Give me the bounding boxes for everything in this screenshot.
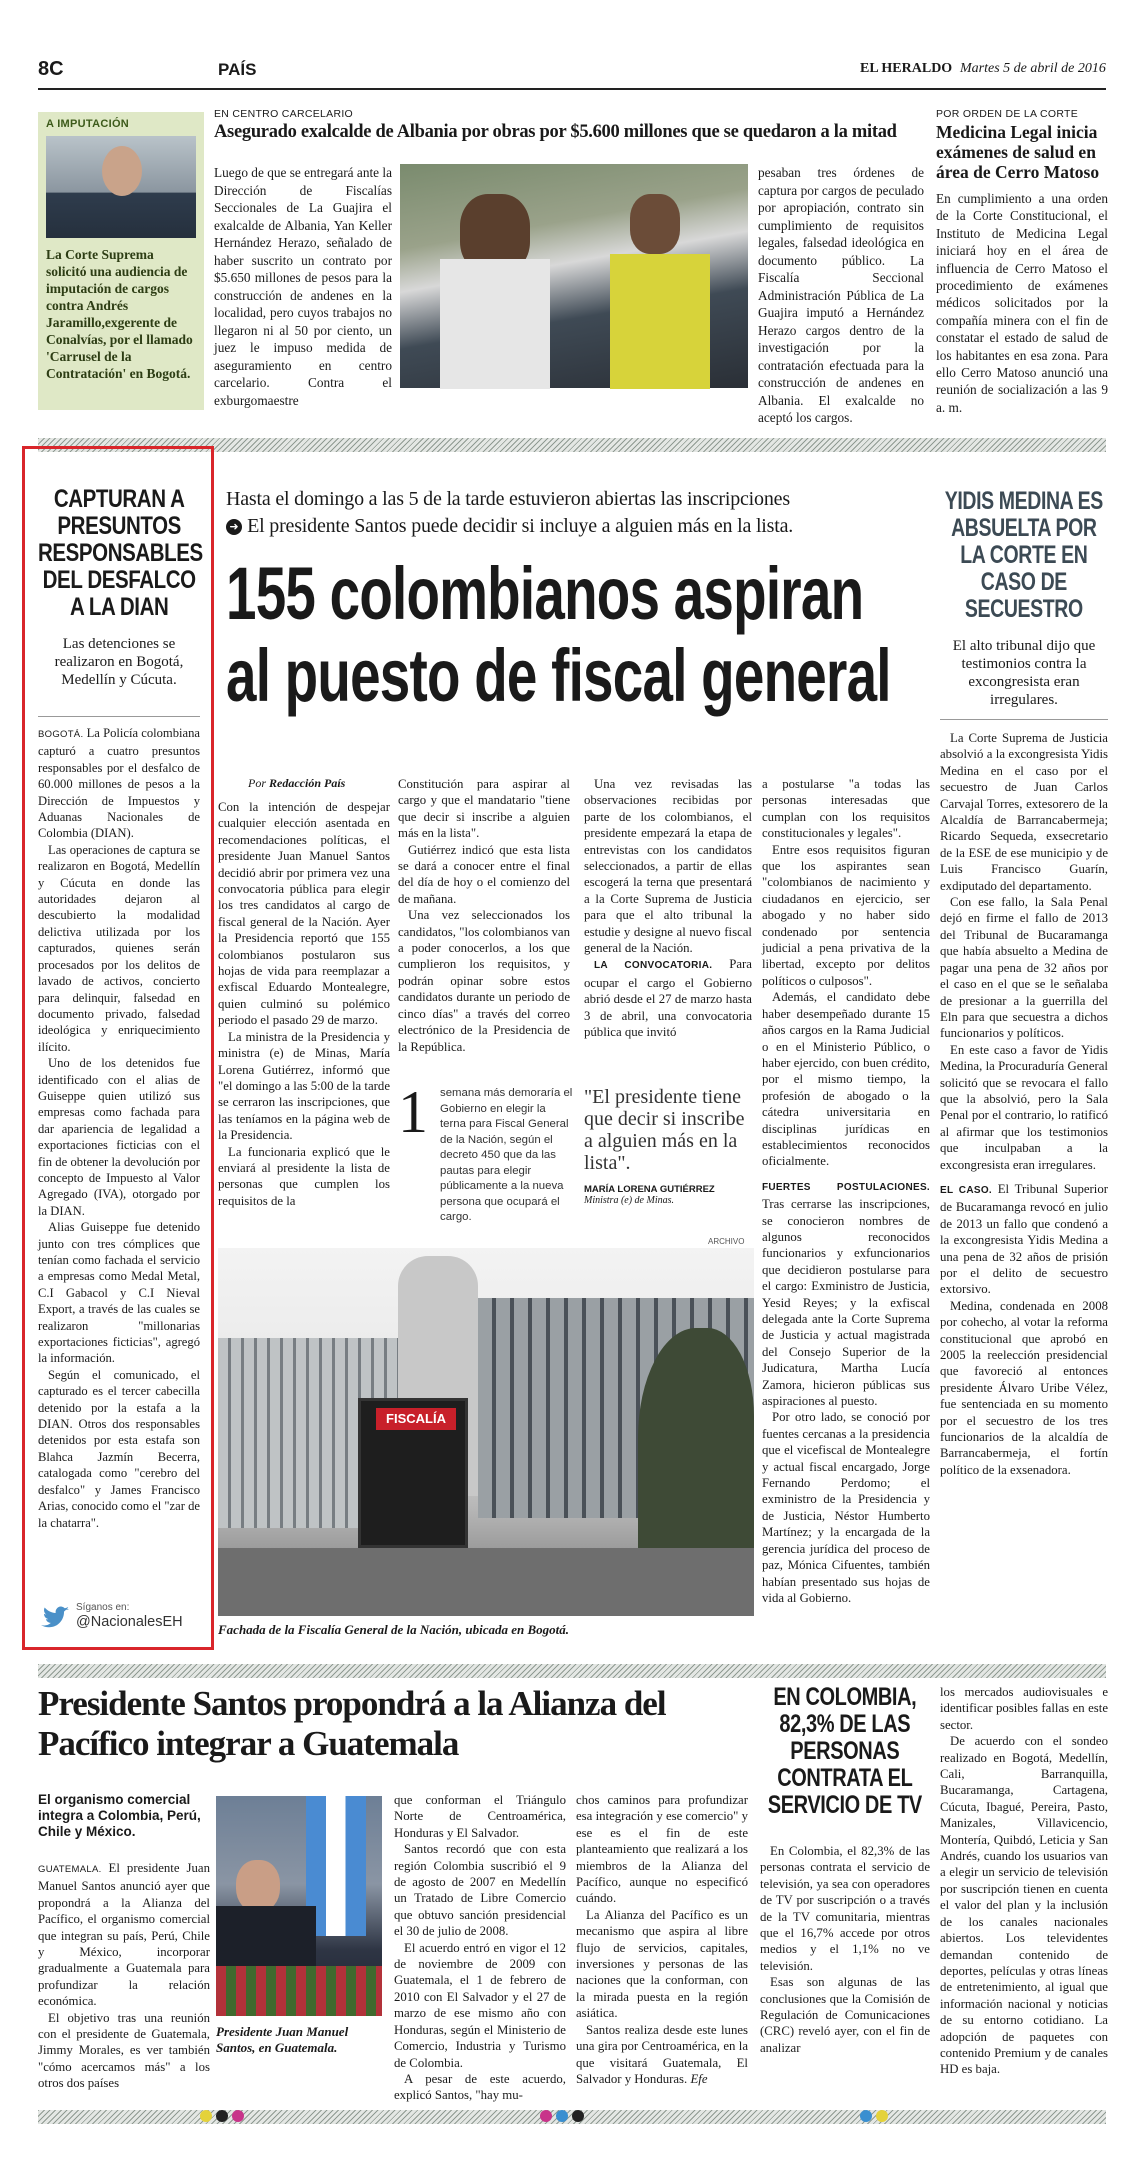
yidis-p1: La Corte Suprema de Justicia absolvió a la excongresista Yidis Medina en el caso por el secuestro de Juan Carlos Carvajal Torres, extesorero de la Alcaldía de Barrancabermeja; Ricardo Sequeda, exsecretario de la ESE de ese municipio y de Luis Francisco Guarín, exdiputado del departamento. [940,731,1108,893]
albania-photo [400,164,748,388]
fiscal-c3b: Para ocupar el cargo el Gobierno abrió desde el 27 de marzo hasta 3 de abril, una convocatoria pública que invitó [584,957,752,1040]
dian-p1: La Policía colombiana capturó a cuatro presuntos responsables por el desfalco de 60.000 millones de pesos a la Dirección de Impuestos y Aduanas Nacionales de Colombia (DIAN). [38,726,200,841]
quote-box [584,1086,754,1206]
fiscalia-sign: FISCALÍA [376,1408,456,1430]
section-name: PAÍS [218,60,257,79]
pacifico-c2c: El acuerdo entró en vigor el 12 de noviembre de 2009 con Guatemala, el 1 de febrero de 2010 con El Salvador y el 27 de marzo de ese mismo año con Honduras, según el Ministerio de Comercio, Industria y Turismo de Colombia. [394,1940,566,2070]
twitter-bird-icon [40,1606,70,1630]
factoid-number: 1 [398,1079,428,1145]
fiscalia-photo [218,1248,754,1616]
archive-credit: ARCHIVO [708,1237,745,1246]
dian-p5: Según el comunicado, el capturado es el tercer cabecilla detenido por la estafa a la DIAN. Otros dos responsables detenidos por esta estafa son Blahca Jazmín Becerra, catalogada como "cerebro del desfalco" y James Francisco Arias, conocido como el "zar de la chatarra". [38,1367,200,1530]
follow-label: Síganos en: [76,1602,130,1613]
fiscal-article [226,488,930,717]
pacifico-c3: chos caminos para profundizar esa integración y ese comercio" y ese es el fin de este planteamiento que realizará a los miembros de la Alianza del Pacífico, aunque no especificó cuándo. [576,1793,748,1906]
fiscal-c1c: La funcionaria explicó que le enviará al presidente la lista de personas que cumplen los requisitos de la [218,1144,390,1208]
fiscalia-caption: Fachada de la Fiscalía General de la Nación, ubicada en Bogotá. [218,1622,569,1637]
pacifico-p1: El presidente Juan Manuel Santos anunció ayer que propondrá a la Alianza del Pacífico, el organismo comercial que integran su país, Perú, Chile y México, incorporar gradualmente a Guatemala para profundizar la relación económica. [38,1861,210,2009]
fiscal-headline-1: 155 colombianos aspiran [226,552,864,635]
fiscal-c3: Una vez revisadas las observaciones recibidas por parte de los colombianos, el presidente empezará la etapa de entrevistas con los candidatos seleccionados, a partir de ellas escogerá la terna que presentará a la Corte Suprema de Justicia para que el alto tribunal la estudie y designe al nuevo fiscal general de la Nación. [584,777,752,956]
albania-col1: Luego de que se entregará ante la Dirección de Fiscalías Seccionales de La Guajira el exalcalde de Albania, Yan Keller Hernández Herazo, señalado de haber suscrito un contrato por $5.650 millones de pesos para la construcción de andenes en la localidad, pero cuyos trabajos no llegaron ni al 50 por ciento, un juez le impuso medida de aseguramiento en centro carcelario. Contra el exburgomaestre [214,165,392,408]
dian-p4: Alias Guiseppe fue detenido junto con tres cómplices que tenían como fachada el servicio a empresas como Medal Metal, C.I Gabacol y C.I Nieval Export, a través de las cuales se realizaron "millonarias exportaciones ficticias", agregó la información. [38,1220,200,1366]
yidis-p2: Con ese fallo, la Sala Penal dejó en firme el fallo de 2013 del Tribunal de Bucaramanga que había absuelto a Medina de pagar una pena de 32 años por el caso en el que se le señalaba de presionar a la guerrilla del Eln para que secuestra a dichos funcionarios y políticos. [940,895,1108,1041]
yidis-p5: Medina, condenada en 2008 por cohecho, al votar la reforma constitucional que aprobó en 2005 la reelección presidencial que favoreció al entonces presidente Álvaro Uribe Vélez, fue sentenciada en su momento por el secuestro de los tres funcionarios de la alcaldía de Barrancabermeja, el fortín político de la exsenadora. [940,1298,1108,1477]
tv-col2 [940,1684,1108,2078]
twitter-handle: @NacionalesEH [76,1614,183,1630]
pacifico-col3 [576,1792,748,2087]
dian-body [38,725,200,1531]
pacifico-c2b: Santos recordó que con esta región Colombia suscribió el 9 de agosto de 2007 en Medellín un Tratado de Libre Comercio que obtuvo sanción presidencial el 30 de julio de 2008. [394,1842,566,1939]
byline-prefix: Por [248,776,266,790]
masthead: EL HERALDO [860,61,953,76]
cerromatoso-text: En cumplimiento a una orden de la Corte Constitucional, el Instituto de Medicina Legal iniciará hoy en el área de influencia de Cerro Matoso el procedimiento de exámenes médicos solicitados por la compañía minera con el fin de constatar el estado de salud de los habitantes en esa zona. Para ello Cerro Matoso anunció una reunión de socialización a las 9 a. m. [936,191,1108,415]
pacifico-c3c: Santos realiza desde este lunes una gira por Centroamérica, en la que visitará Guatemala, El Salvador y Honduras. [576,2022,748,2086]
dian-dateline: BOGOTÁ. [38,729,84,740]
issue-date: Martes 5 de abril de 2016 [960,61,1106,76]
byline: Redacción País [269,776,346,790]
dian-article [38,485,203,1531]
tv-p1: En Colombia, el 82,3% de las personas contrata el servicio de televisión, ya sea con operadores de TV por suscripción o a través de la TV comunitaria, mientras que el 16,7% accede por otros medios y el 1,1% no ve televisión. [760,1844,930,1973]
yidis-dek: El alto tribunal dijo que testimonios contra la excongresista eran irregulares. [952,638,1096,708]
tv-p2: Esas son algunas de las conclusiones que la Comisión de Regulación de Comunicaciones (CRC) reveló ayer, con el fin de analizar [760,1975,930,2055]
fiscal-c1b: La ministra de la Presidencia y ministra (e) de Minas, María Lorena Gutiérrez, informó que "el domingo a las 5:00 de la tarde se cerraron las inscripciones, que las teníamos en la página web de la Presidencia. [218,1029,390,1143]
fiscal-c2: Constitución para aspirar al cargo y que el mandatario "tiene que decir si inscribe a alguien más en la lista". [398,777,570,841]
arrow-circle-icon: ➜ [226,519,242,535]
pacifico-col1 [38,1792,210,2092]
pacifico-dek: El organismo comercial integra a Colombia, Perú, Chile y México. [38,1792,201,1839]
dian-p3: Uno de los detenidos fue identificado con el alias de Guiseppe quien utilizó sus empresas como fachada para dar apariencia de legalidad a exportaciones ficticias con el fin de obtener la devolución por concepto de Impuesto al Valor Agregado (IVA), otorgado por la DIAN. [38,1056,200,1218]
fiscal-col4 [762,776,930,1606]
fiscal-c4d: Tras cerrarse las inscripciones, se conocieron nombres de algunos reconocidos funcionarios y exfuncionarios que decidieron postularse para el cargo: Exministro de Justicia, Yesid Reyes; y la exfiscal delegada ante la Corte Suprema de Justicia y actual magistrada del Consejo Superior de la Judicatura, Martha Lucía Zamora, hicieron públicas sus aspiraciones al puesto. [762,1197,930,1409]
fiscal-c2c: Una vez seleccionados los candidatos, "los colombianos van a poder conocerlos, a los que cumplieron los requisitos, y podrán opinar sobre estos candidatos durante un periodo de cinco días" a través del correo electrónico de la Presidencia de la República. [398,908,570,1054]
pacifico-agency: Efe [690,2071,708,2086]
quote-name: MARÍA LORENA GUTIÉRREZ [584,1184,715,1195]
fiscal-dek2: El presidente Santos puede decidir si incluye a alguien más en la lista. [247,515,794,537]
fiscal-dek1: Hasta el domingo a las 5 de la tarde estuvieron abiertas las inscripciones [226,488,790,510]
tv-headline: EN COLOMBIA, 82,3% DE LAS PERSONAS CONTRATA EL SERVICIO DE TV [767,1683,922,1819]
registration-marks [200,2108,900,2126]
factoid-text: semana más demoraría el Gobierno en elegir la terna para Fiscal General de la Nación, según el decreto 450 que da las pautas para elegir públicamente a la nueva persona que ocupará el cargo. [440,1087,573,1223]
yidis-p3: En este caso a favor de Yidis Medina, la Procuraduría General solicitó que se revocara el fallo que la absolvió, pero la Sala Penal por el contrario, lo ratificó al afirmar que los testimonios que inculpaban a la excongresista eran irregulares. [940,1042,1108,1172]
imputacion-kicker: A IMPUTACIÓN [46,118,130,130]
pacifico-dateline: GUATEMALA. [38,1864,102,1875]
cerromatoso-kicker: POR ORDEN DE LA CORTE [936,108,1079,120]
dian-follow[interactable] [40,1602,200,1638]
dian-p2: Las operaciones de captura se realizaron en Bogotá, Medellín y Cúcuta en donde las autoridades dejaron al descubierto la modalidad delictiva utilizada por los capturados, quienes serán procesados por los delitos de lavado de activos, concierto para delinquir, falsedad en documento privado, falsedad ideológica y enriquecimiento ilícito. [38,842,200,1054]
dian-headline: CAPTURAN A PRESUNTOS RESPONSABLES DEL DESFALCO A LA DIAN [38,485,203,621]
fiscal-headline-2: al puesto de fiscal general [226,634,891,717]
cerromatoso-article [936,108,1108,418]
factoid-box [398,1079,574,1226]
tv-article [760,1684,930,2056]
yidis-headline: YIDIS MEDINA ES ABSUELTA POR LA CORTE EN CASO DE SECUESTRO [944,487,1103,623]
santos-caption: Presidente Juan Manuel Santos, en Guatemala. [216,2024,349,2055]
imputacion-text: La Corte Suprema solicitó una audiencia de imputación de cargos contra Andrés Jaramillo,exgerente de Conalvías, por el llamado 'Carrusel de la Contratación' en Bogotá. [46,247,193,381]
albania-article [214,108,924,425]
dian-dek-rule [38,716,200,717]
pacifico-c3b: La Alianza del Pacífico es un mecanismo que aspira al libre flujo de servicios, capitales, inversiones y personas de las naciones que la conforman, con la mirada puesta en la región asiática. [576,1907,748,2021]
albania-col2: pesaban tres órdenes de captura por cargos de peculado por apropiación, contrato sin cumplimiento de requisitos legales, falsedad ideológica en documento público. La Fiscalía Seccional Administración Pública de La Guajira imputó a Hernández Herazo cargos dentro de la investigación por la contratación efectuada para la construcción de andenes en Albania. El exalcalde no aceptó los cargos. [758,165,924,425]
fiscal-c2b: Gutiérrez indicó que esta lista se dará a conocer entre el final del día de hoy o el comienzo del de mañana. [398,842,570,906]
fiscal-col3 [584,776,752,1041]
pull-quote: "El presidente tiene que decir si inscribe a alguien más en la lista". [584,1086,745,1174]
fiscal-c3-lead: LA CONVOCATORIA. [594,960,713,972]
pacifico-col2 [394,1792,566,2104]
fiscal-c1: Con la intención de despejar cualquier elección asentada en recomendaciones políticas, el presidente Juan Manuel Santos decidió abrir por primera vez una convocatoria pública para elegir los tres candidatos al cargo de fiscal general de la Nación. Ayer la Presidencia reportó que 155 colombianos postularon sus hojas de vida para reemplazar a exfiscal Eduardo Montealegre, quien culminó su polémico periodo el pasado 29 de marzo. [218,800,390,1028]
dian-dek: Las detenciones se realizaron en Bogotá, Medellín y Cúcuta. [54,636,184,688]
pacifico-c2d: A pesar de este acuerdo, explicó Santos, "hay mu- [394,2071,566,2103]
yidis-p4: El Tribunal Superior de Bucaramanga revocó en julio de 2013 un fallo que condenó a la excongresista Yidis Medina a una pena de 32 años de prisión por el delito de secuestro extorsivo. [940,1181,1108,1297]
fiscal-c4: a postularse "a todas las personas interesadas que cumplan con los requisitos constitucionales y legales". [762,777,930,841]
pacifico-article [38,1684,744,1764]
pacifico-p2: El objetivo tras una reunión con el presidente de Guatemala, Jimmy Morales, es ver también "cómo acercamos más" a los otros dos países [38,2010,210,2091]
fiscal-col1 [218,776,390,1209]
header-rule [38,88,1106,90]
imputacion-photo [46,136,196,238]
tv-c2: los mercados audiovisuales e identificar posibles fallas en este sector. [940,1685,1108,1732]
cerromatoso-headline: Medicina Legal inicia exámenes de salud en área de Cerro Matoso [936,122,1100,182]
quote-role: Ministra (e) de Minas. [584,1195,674,1206]
fiscal-c4b: Entre esos requisitos figuran que los aspirantes sean "colombianos de nacimiento y ciudadanos en ejercicio, ser abogado y no haber sido condenado por sentencia judicial a pena privativa de la libertad, excepto por delitos políticos o culposos". [762,842,930,988]
pacifico-headline: Presidente Santos propondrá a la Alianza del Pacífico integrar a Guatemala [38,1684,666,1763]
page-number: 8C [38,58,64,80]
fiscal-c4-lead: FUERTES POSTULACIONES. [762,1181,930,1193]
pacifico-c2: que conforman el Triángulo Norte de Centroamérica, Honduras y El Salvador. [394,1793,566,1840]
yidis-lead: EL CASO. [940,1184,992,1196]
santos-photo [216,1796,382,2016]
yidis-article [940,488,1108,1478]
imputacion-box [38,112,204,410]
albania-headline: Asegurado exalcalde de Albania por obras por $5.600 millones que se quedaron a la mitad [214,122,897,142]
separator-band-bottom [38,1664,1106,1678]
fiscal-c4c: Además, el candidato debe haber desempeñado durante 15 años cargos en la Rama Judicial o en el Ministerio Público, o haber ejercido, con buen crédito, por el mismo tiempo, la profesión de abogado o la cátedra universitaria en disciplinas jurídicas en establecimientos reconocidos oficialmente. [762,990,930,1169]
fiscal-col2 [398,776,570,1055]
albania-kicker: EN CENTRO CARCELARIO [214,108,354,120]
tv-c2b: De acuerdo con el sondeo realizado en Bogotá, Medellín, Cali, Barranquilla, Bucaramanga, Cartagena, Cúcuta, Ibagué, Pereira, Pasto, Manizales, Villavicencio, Montería, Quibdó, Leticia y San Andrés, cuando los usuarios van a elegir un servicio de televisión por suscripción tienen en cuenta el valor del plan y la inclusión de los canales nacionales abiertos. Los televidentes demandan contenido de deportes, películas y otras líneas de entretenimiento, al igual que información nacional y noticias de su entorno cotidiano. La adopción de paquetes con contenido Premium y de canales HD es baja. [940,1734,1108,2077]
fiscal-c4e: Por otro lado, se conoció por fuentes cercanas a la presidencia que el vicefiscal de Montealegre y actual fiscal encargado, Jorge Fernando Perdomo; el exministro de la Presidencia y de Justicia, Néstor Humberto Martínez; y la encargada de la gerencia jurídica del proceso de paz, Mónica Cifuentes, también habían presentado sus hojas de vida al Gobierno. [762,1410,930,1605]
